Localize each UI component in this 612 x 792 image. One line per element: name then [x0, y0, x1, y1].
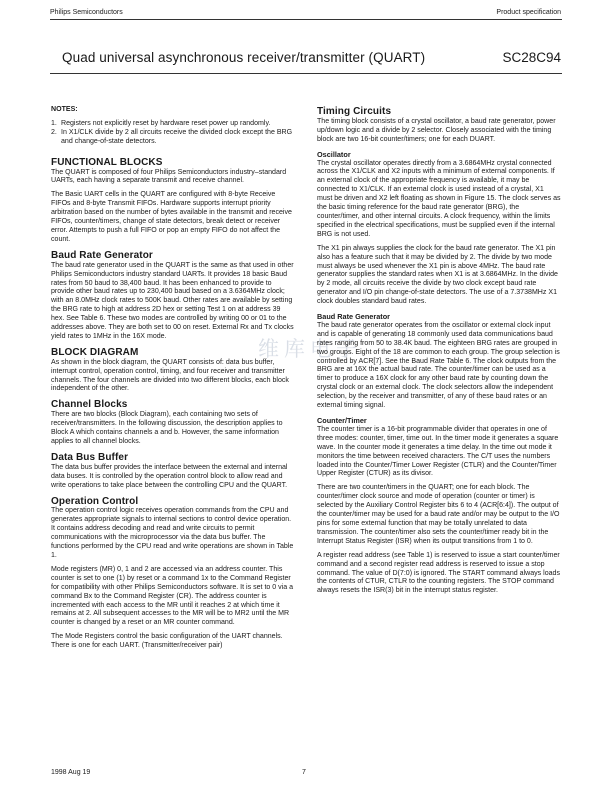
heading-baud-rate-generator-detail: Baud Rate Generator [317, 312, 390, 322]
heading-counter-timer: Counter/Timer [317, 416, 367, 425]
page-number: 7 [302, 769, 306, 776]
paragraph: The operation control logic receives operation commands from the CPU and generates appropriate signals to internal sections to control device operation. It contains address decoding and read and write circuits to permit communications with the microprocessor via the data bus buffer. The functions performed by the CPU read and write operations are shown in Table 1. [51, 507, 294, 559]
paragraph: There are two blocks (Block Diagram), each containing two sets of receiver/transmitters. In the following discussion, the description applies to Block A which contains channels a and b. However, the same information applies to all channel blocks. [51, 411, 283, 445]
heading-oscillator: Oscillator [317, 149, 351, 159]
paragraph: The Mode Registers control the basic configuration of the UART channels. There is one for each UART. (Transmitter/receiver pair) [51, 633, 283, 650]
part-number: SC28C94 [502, 50, 561, 65]
heading-functional-blocks: FUNCTIONAL BLOCKS [51, 156, 163, 168]
paragraph: The crystal oscillator operates directly from a 3.6864MHz crystal connected across the X1/CLK and X2 inputs with a minimum of external components. If an external clock of the appropriate frequency is available, it may be connected to X1/CLK. If an external clock is used instead of a crystal, X1 must be driven and X2 left floating as shown in Figure 15. The clock serves as the basic timing reference for the baud rate generator (BRG), the counter/timer, and other internal circuits. A clock frequency, within the limits specified in the electrical specifications, must be supplied even if the internal BRG is not used. [317, 159, 561, 238]
note-text: In X1/CLK divide by 2 all circuits receive the divided clock except the BRG and change-of-state detectors. [61, 128, 293, 145]
paragraph: The data bus buffer provides the interface between the external and internal data buses. It is controlled by the operation control block to allow read and write operations to take place between the controlling CPU and the QUART. [51, 463, 288, 489]
header-top-rule [50, 19, 562, 20]
left-column [51, 106, 295, 656]
footer-date: 1998 Aug 19 [51, 769, 91, 776]
paragraph: The Basic UART cells in the QUART are configured with 8-byte Receive FIFOs and 8-byte Transmit FIFOs. Hardware supports interrupt priority arbitration based on the number of bytes available in the transmit and receive FIFOs, counter/timers, change of state detectors, break detect or receiver error. Attempts to push a full FIFO or pop an empty FIFO do not affect the count. [51, 191, 292, 243]
paragraph: The baud rate generator operates from the oscillator or external clock input and is capable of generating 18 commonly used data communications baud rates ranging from 50 to 38.4K baud. The eighteen BRG rates are grouped in two groups. Eight of the 18 are common to each group. The group selection is controlled by ACR[7]. See the Baud Rate Table 6. The clock outputs from the BRG are at 16X the actual baud rate. The counter/timer can be used as a timer to produce a 16X clock for any other baud rate by counting down the crystal clock or an external clock. The clock selectors allow the independent selection, by the receiver and transmitter, of any of these baud rates or an external timing signal. [317, 321, 560, 410]
heading-baud-rate-generator: Baud Rate Generator [51, 249, 153, 261]
header-company: Philips Semiconductors [50, 9, 123, 16]
note-item [51, 129, 295, 147]
document-title: Quad universal asynchronous receiver/transmitter (QUART) [62, 50, 426, 65]
paragraph: A register read address (see Table 1) is reserved to issue a start counter/timer command and a second register read address is reserved to issue a stop command. The value of D(7:0) is ignored. The START command always loads the contents of CTUR, CTLR to the counting registers. The STOP command always resets the ISR(3) bit in the interrupt status register. [317, 551, 560, 595]
note-number: 1. [51, 119, 57, 127]
heading-operation-control: Operation Control [51, 495, 139, 507]
right-column [317, 108, 561, 601]
paragraph: The baud rate generator used in the QUART is the same as that used in other Philips Semiconductors industry standard UARTs. It provides 18 basic Baud rates from 50 baud to 38,400 baud. It has been enhanced to provide to provide other baud rates up to 230,400 baud based on a 3.6364MHz clock; with an 8.0MHz clock rates to 500K baud. Other rates are available by setting the BRG rate to high at address 2D hex or setting Test 1 on at address 39 hex. See Table 6. These two modes are controlled by writing 00 or 01 to the addresses above. They are both set to 00 on reset. External Rx and Tx clocks yield rates to 1MHz in the 16X mode. [51, 261, 294, 340]
paragraph: The timing block consists of a crystal oscillator, a baud rate generator, power up/down logic and a divide by 2 selector. Closely associated with the timing block are two 16-bit counter/timers; one for each DUART. [317, 117, 556, 143]
paragraph: There are two counter/timers in the QUART; one for each block. The counter/timer clock source and mode of operation (counter or timer) is selected by the Auxiliary Control Register bits 6 to 4 (ACR[6:4]). The output of the counter/timer may be used for a baud rate and/or may be output to the I/O pins for some external function that may be totally unrelated to data transmission. The counter/timer also sets the counter/timer ready bit in the Interrupt Status Register (ISR) when its output transitions from 1 to 0. [317, 484, 560, 545]
notes-list [51, 120, 295, 147]
paragraph: Mode registers (MR) 0, 1 and 2 are accessed via an address counter. This counter is set to one (1) by reset or a command 1x to the Command Register for compatibility with other Philips Semiconductors software. It is set to 0 via a command Bx to the Command Register (CR). The address counter is incremented with each access to the MR until it reaches 2 at which time it remains at 2. All subsequent accesses to the MR will be to MR2 until the MR counter is changed by a reset or an MR counter command. [51, 565, 294, 627]
note-text: Registers not explicitly reset by hardware reset power up randomly. [61, 119, 271, 127]
note-item [51, 120, 295, 129]
paragraph: The QUART is composed of four Philips Semiconductors industry–standard UARTs, each having a separate transmit and receive channel. [51, 168, 287, 185]
header-doc-type: Product specification [496, 9, 561, 16]
notes-title: NOTES: [51, 106, 78, 113]
heading-channel-blocks: Channel Blocks [51, 399, 128, 411]
paragraph: The counter timer is a 16-bit programmable divider that operates in one of three modes: counter, timer, time out. In the timer mode it generates a square wave. In the counter mode it generates a time delay. In the time out mode it monitors the time between received characters. The C/T uses the numbers loaded into the Counter/Timer Lower Register (CTLR) and the Counter/Timer Upper Register (CTUR) as its divisor. [317, 425, 559, 478]
paragraph: As shown in the block diagram, the QUART consists of: data bus buffer, interrupt control, operation control, timing, and four receiver and transmitter channels. The four channels are divided into two different blocks, each block independent of the other. [51, 358, 289, 393]
paragraph: The X1 pin always supplies the clock for the baud rate generator. The X1 pin also has a feature such that it may be divided by 2. The divide by two mode must always be used whenever the X1 pin is above 4MHz. The baud rate generator supplies the standard rates when X1 is at 3.6864MHz. In the divide by 2 mode, all circuits receive the divide by two clock except baud rate generator and I/O pin change-of-state detectors. The use of a 7.3738MHz X1 clock doubles standard baud rates. [317, 244, 558, 306]
heading-block-diagram: BLOCK DIAGRAM [51, 346, 139, 358]
header-bottom-rule [50, 73, 562, 74]
watermark: 维库电子 [258, 337, 362, 361]
heading-timing-circuits: Timing Circuits [317, 106, 392, 117]
heading-data-bus-buffer: Data Bus Buffer [51, 451, 129, 463]
note-number: 2. [51, 128, 57, 136]
